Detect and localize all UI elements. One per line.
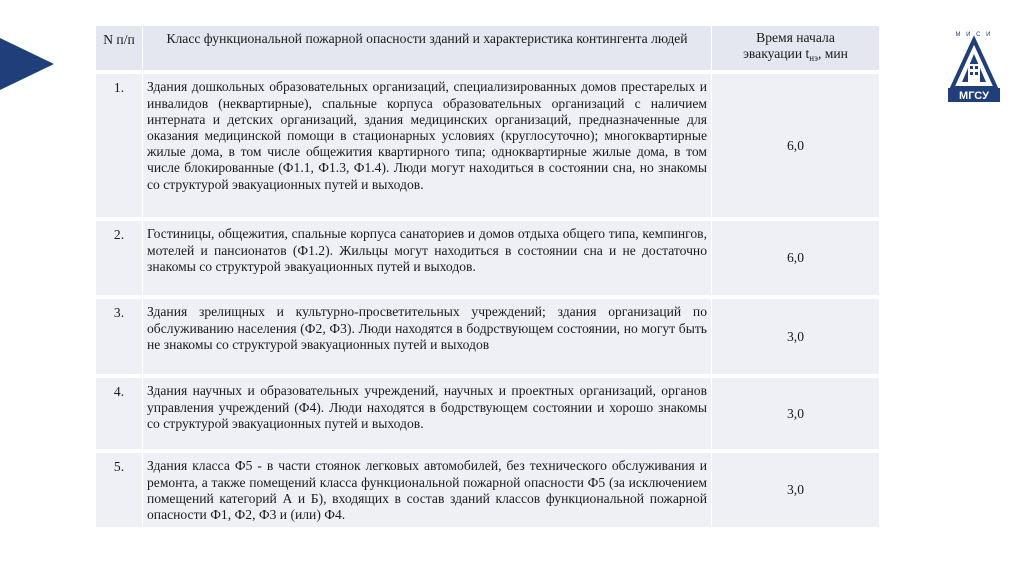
row-time: 3,0 — [712, 299, 880, 378]
row-time: 3,0 — [712, 378, 880, 453]
header-time-prefix: эвакуации t — [743, 46, 810, 62]
logo-top-text: М И С И — [955, 32, 993, 38]
row-num: 5. — [96, 453, 143, 531]
header-class: Класс функциональной пожарной опасности зданий и характеристика контингента людей — [143, 26, 712, 74]
header-time — [712, 26, 880, 74]
header-time-line1: Время начала — [756, 30, 835, 45]
row-num: 4. — [96, 378, 143, 453]
evacuation-time-table — [96, 26, 880, 531]
row-time: 6,0 — [712, 74, 880, 221]
row-description: Здания научных и образовательных учреждений, научных и проектных организаций, органов управления учреждений (Ф4). Люди находятся в бодрствующем состоянии и хорошо знакомы со структурой эвакуационных путей и выходов. — [143, 378, 712, 453]
logo-bottom-text: МГСУ — [959, 90, 989, 102]
row-time: 6,0 — [712, 221, 880, 299]
row-description: Здания класса Ф5 - в части стоянок легковых автомобилей, без технического обслуживания и ремонта, а также помещений класса функциональной пожарной опасности Ф5 (за исключением помещений категорий А и Б), входящих в состав зданий классов функциональной пожарной опасности Ф1, Ф2, Ф3 и (или) Ф4. — [143, 453, 712, 531]
mgsu-logo — [946, 28, 1002, 104]
table-row — [96, 299, 880, 378]
row-description: Гостиницы, общежития, спальные корпуса санаториев и домов отдыха общего типа, кемпингов, мотелей и пансионатов (Ф1.2). Жильцы могут находиться в состоянии сна и не достаточно знакомы со структурой эвакуационных путей и выходов. — [143, 221, 712, 299]
table-row — [96, 221, 880, 299]
header-time-sub: нэ — [809, 53, 818, 64]
header-time-suffix: , мин — [817, 46, 848, 62]
row-num: 3. — [96, 299, 143, 378]
row-num: 2. — [96, 221, 143, 299]
table-row — [96, 453, 880, 531]
table-row — [96, 74, 880, 221]
row-description: Здания зрелищных и культурно-просветительных учреждений; здания организаций по обслуживанию населения (Ф2, Ф3). Люди находятся в бодрствующем состоянии, но могут быть не знакомы со структурой эвакуационных путей и выходов — [143, 299, 712, 378]
header-num: N п/п — [96, 26, 143, 74]
row-description: Здания дошкольных образовательных организаций, специализированных домов престарелых и инвалидов (неквартирные), спальные корпуса образовательных организаций с наличием интерната и детских организаций, здания медицинских организаций, предназначенные для оказания медицинской помощи в стационарных условиях (круглосуточно); многоквартирные жилые дома, в том числе общежития квартирного типа; одноквартирные жилые дома, в том числе блокированные (Ф1.1, Ф1.3, Ф1.4). Люди могут находиться в состоянии сна, но знакомы со структурой эвакуационных путей и выходов. — [143, 74, 712, 221]
row-num: 1. — [96, 74, 143, 221]
table-header-row — [96, 26, 880, 74]
table-row — [96, 378, 880, 453]
row-time: 3,0 — [712, 453, 880, 531]
arrow-icon — [0, 38, 54, 90]
